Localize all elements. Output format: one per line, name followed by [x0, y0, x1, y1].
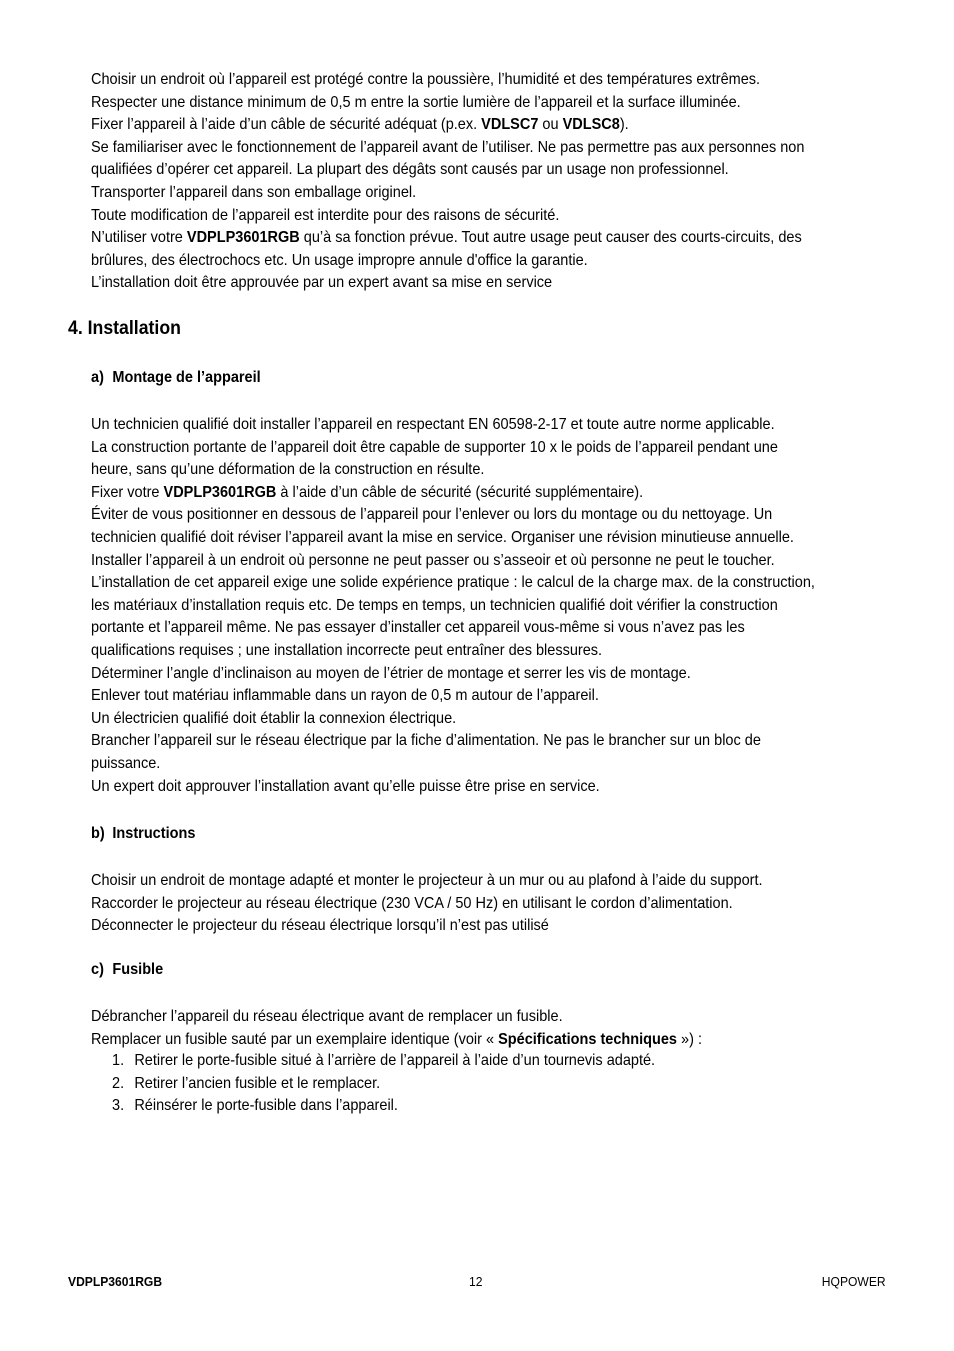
- subsection-title-fusible: c) Fusible: [91, 961, 164, 978]
- usage-instructions: [91, 870, 835, 938]
- paragraph: qualifications requises ; une installation incorrecte peut entraîner des blessures.: [91, 641, 603, 659]
- paragraph: Transporter l’appareil dans son emballage originel.: [91, 183, 417, 201]
- subsection-title-instructions: b) Instructions: [91, 825, 196, 842]
- paragraph: Choisir un endroit de montage adapté et monter le projecteur à un mur ou au plafond à l’aide du support.: [91, 872, 763, 889]
- paragraph: Brancher l’appareil sur le réseau électrique par la fiche d’alimentation. Ne pas le brancher sur un bloc de: [91, 732, 761, 750]
- paragraph: Éviter de vous positionner en dessous de l’appareil pour l’enlever ou lors du montage ou du nettoyage. Un: [91, 506, 773, 524]
- footer-brand: HQPOWER: [822, 1274, 886, 1289]
- fuse-instructions: [91, 1006, 835, 1051]
- list-item: 2. Retirer l’ancien fusible et le remplacer.: [112, 1074, 381, 1092]
- subsection-title-montage: a) Montage de l’appareil: [91, 369, 261, 386]
- section-title-installation: 4. Installation: [68, 318, 181, 339]
- paragraph: technicien qualifié doit réviser l’appareil avant la mise en service. Organiser une révision minutieuse annuelle.: [91, 528, 794, 546]
- paragraph: Enlever tout matériau inflammable dans un rayon de 0,5 m autour de l’appareil.: [91, 687, 599, 705]
- paragraph: La construction portante de l’appareil doit être capable de supporter 10 x le poids de l’appareil pendant une: [91, 438, 778, 456]
- paragraph: Installer l’appareil à un endroit où personne ne peut passer ou s’asseoir et où personne ne peut le toucher.: [91, 551, 775, 569]
- paragraph: Un expert doit approuver l’installation avant qu’elle puisse être prise en service.: [91, 777, 600, 795]
- paragraph: L’installation de cet appareil exige une solide expérience pratique : le calcul de la charge max. de la construction,: [91, 574, 815, 592]
- paragraph: Débrancher l’appareil du réseau électrique avant de remplacer un fusible.: [91, 1008, 563, 1025]
- paragraph: Choisir un endroit où l’appareil est protégé contre la poussière, l’humidité et des températures extrêmes.: [91, 71, 761, 88]
- paragraph: Fixer votre VDPLP3601RGB à l’aide d’un câble de sécurité (sécurité supplémentaire).: [91, 483, 644, 501]
- paragraph: Toute modification de l’appareil est interdite pour des raisons de sécurité.: [91, 206, 560, 224]
- paragraph: Raccorder le projecteur au réseau électrique (230 VCA / 50 Hz) en utilisant le cordon d’alimentation.: [91, 894, 733, 912]
- fuse-replacement-steps: [112, 1050, 655, 1118]
- paragraph: N’utiliser votre VDPLP3601RGB qu’à sa fonction prévue. Tout autre usage peut causer des courts-circuits, des: [91, 229, 802, 247]
- paragraph: qualifiées d’opérer cet appareil. La plupart des dégâts sont causés par un usage non professionnel.: [91, 161, 729, 179]
- paragraph: les matériaux d’installation requis etc. De temps en temps, un technicien qualifié doit vérifier la construction: [91, 596, 778, 614]
- paragraph: heure, sans qu’une déformation de la construction en résulte.: [91, 461, 485, 479]
- footer-page-number: 12: [469, 1274, 483, 1289]
- paragraph: portante et l’appareil même. Ne pas essayer d’installer cet appareil vous-même si vous n’avez pas les: [91, 619, 745, 637]
- paragraph: brûlures, des électrochocs etc. Un usage impropre annule d'office la garantie.: [91, 251, 588, 269]
- paragraph: Déconnecter le projecteur du réseau électrique lorsqu’il n’est pas utilisé: [91, 917, 549, 935]
- paragraph: Fixer l’appareil à l’aide d’un câble de sécurité adéquat (p.ex. VDLSC7 ou VDLSC8).: [91, 116, 629, 134]
- paragraph: Déterminer l’angle d’inclinaison au moyen de l’étrier de montage et serrer les vis de montage.: [91, 664, 691, 682]
- paragraph: Remplacer un fusible sauté par un exemplaire identique (voir « Spécifications techniques ») :: [91, 1030, 702, 1048]
- paragraph: puissance.: [91, 754, 161, 772]
- footer-model: VDPLP3601RGB: [68, 1274, 163, 1289]
- paragraph: Respecter une distance minimum de 0,5 m entre la sortie lumière de l’appareil et la surface illuminée.: [91, 93, 741, 111]
- paragraph: Se familiariser avec le fonctionnement de l’appareil avant de l’utiliser. Ne pas permettre pas aux personnes non: [91, 138, 805, 156]
- safety-instructions: [91, 69, 835, 295]
- montage-instructions: [91, 414, 835, 798]
- list-item: 1. Retirer le porte-fusible situé à l’arrière de l’appareil à l’aide d’un tournevis adapté.: [112, 1052, 656, 1069]
- paragraph: Un technicien qualifié doit installer l’appareil en respectant EN 60598-2-17 et toute autre norme applicable.: [91, 416, 775, 433]
- paragraph: Un électricien qualifié doit établir la connexion électrique.: [91, 709, 457, 727]
- paragraph: L’installation doit être approuvée par un expert avant sa mise en service: [91, 274, 553, 292]
- list-item: 3. Réinsérer le porte-fusible dans l’appareil.: [112, 1097, 398, 1115]
